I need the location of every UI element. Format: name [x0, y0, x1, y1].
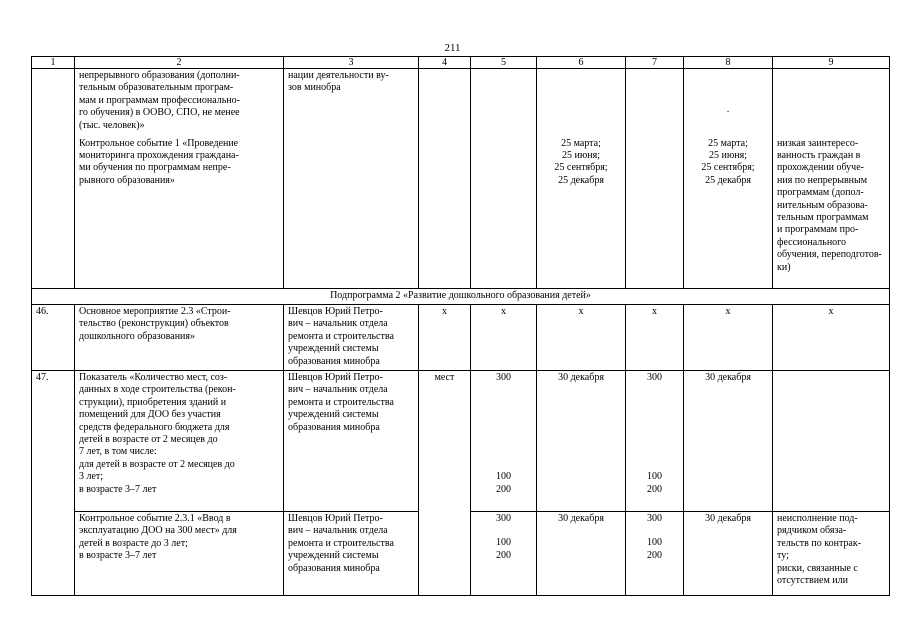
table-row-46	[32, 305, 890, 371]
col-header: 9	[773, 57, 890, 69]
table-row-continuation	[32, 69, 890, 137]
col-header: 2	[75, 57, 284, 69]
cell-responsible: нации деятельности ву- зов минобра	[284, 69, 419, 289]
cell-fact-date: 30 декабря	[684, 371, 773, 512]
col-header: 3	[284, 57, 419, 69]
subprogram-row	[32, 289, 890, 305]
cell-responsible: Шевцов Юрий Петро- вич – начальник отдела ремонта и строительства учреждений системы образования минобра	[284, 371, 419, 512]
col-header: 6	[537, 57, 626, 69]
cell-fact-date: x	[684, 305, 773, 371]
col-header: 4	[419, 57, 471, 69]
plan-table	[31, 56, 890, 596]
cell-plan-date: x	[537, 305, 626, 371]
cell-unit: x	[419, 305, 471, 371]
col-header: 8	[684, 57, 773, 69]
cell-num	[32, 69, 75, 289]
table-row-47	[32, 371, 890, 512]
cell-description: Контрольное событие 2.3.1 «Ввод в эксплуатацию ДОО на 300 мест» для детей в возрасте до 3 лет; в возрасте 3–7 лет	[75, 512, 284, 596]
col-header: 7	[626, 57, 684, 69]
cell-unit: мест	[419, 371, 471, 596]
page-number: 211	[444, 42, 461, 54]
cell-risks: низкая заинтересо- ванность граждан в прохождении обуче- ния по непрерывным программам (допол- нительным образова- тельным программам и программам про- фессионального обучения, переподготов- ки)	[773, 137, 890, 289]
cell-fact-value: 300 100 200	[626, 512, 684, 596]
cell-plan-value: 300 100 200	[471, 371, 537, 512]
cell-plan-date: 30 декабря	[537, 371, 626, 512]
cell-plan-value	[471, 69, 537, 289]
subprogram-title: Подпрограмма 2 «Развитие дошкольного образования детей»	[32, 289, 890, 305]
cell-description: Показатель «Количество мест, соз- данных в ходе строительства (рекон- струкции), приобретения зданий и помещений для ДОО без участия средств федерального бюджета для детей в возрасте от 2 месяцев до 7 лет, в том числе: для детей в возрасте от 2 месяцев до 3 лет; в возрасте 3–7 лет	[75, 371, 284, 512]
cell-num: 46.	[32, 305, 75, 371]
cell-risks	[773, 371, 890, 512]
header-row	[32, 57, 890, 69]
cell-responsible: Шевцов Юрий Петро- вич – начальник отдела ремонта и строительства учреждений системы образования минобра	[284, 512, 419, 596]
cell-fact-value: 300 100 200	[626, 371, 684, 512]
cell-plan-value: 300 100 200	[471, 512, 537, 596]
cell-unit	[419, 69, 471, 289]
cell-description: Контрольное событие 1 «Проведение мониторинга прохождения граждана- ми обучения по программам непре- рывного образования»	[75, 137, 284, 289]
cell-description: непрерывного образования (дополни- тельным образовательным програм- мам и программам профессионально- го обучения) в ООВО, СПО, не менее (тыс. человек)»	[75, 69, 284, 137]
cell-fact-date: 25 марта; 25 июня; 25 сентября; 25 декабря	[684, 137, 773, 289]
cell-fact-value	[626, 69, 684, 289]
cell-risks: неисполнение под- рядчиком обяза- тельств по контрак- ту; риски, связанные с отсутствием или	[773, 512, 890, 596]
cell-plan-date: 30 декабря	[537, 512, 626, 596]
col-header: 1	[32, 57, 75, 69]
cell-fact-date	[684, 69, 773, 137]
cell-plan-date	[537, 69, 626, 137]
cell-responsible: Шевцов Юрий Петро- вич – начальник отдела ремонта и строительства учреждений системы образования минобра	[284, 305, 419, 371]
cell-plan-value: x	[471, 305, 537, 371]
cell-fact-value: x	[626, 305, 684, 371]
cell-risks	[773, 69, 890, 137]
dot-mark: ·	[726, 107, 730, 118]
cell-description: Основное мероприятие 2.3 «Строи- тельство (реконструкция) объектов дошкольного образования»	[75, 305, 284, 371]
cell-num: 47.	[32, 371, 75, 596]
cell-fact-date: 30 декабря	[684, 512, 773, 596]
cell-risks: x	[773, 305, 890, 371]
cell-plan-date: 25 марта; 25 июня; 25 сентября; 25 декабря	[537, 137, 626, 289]
col-header: 5	[471, 57, 537, 69]
